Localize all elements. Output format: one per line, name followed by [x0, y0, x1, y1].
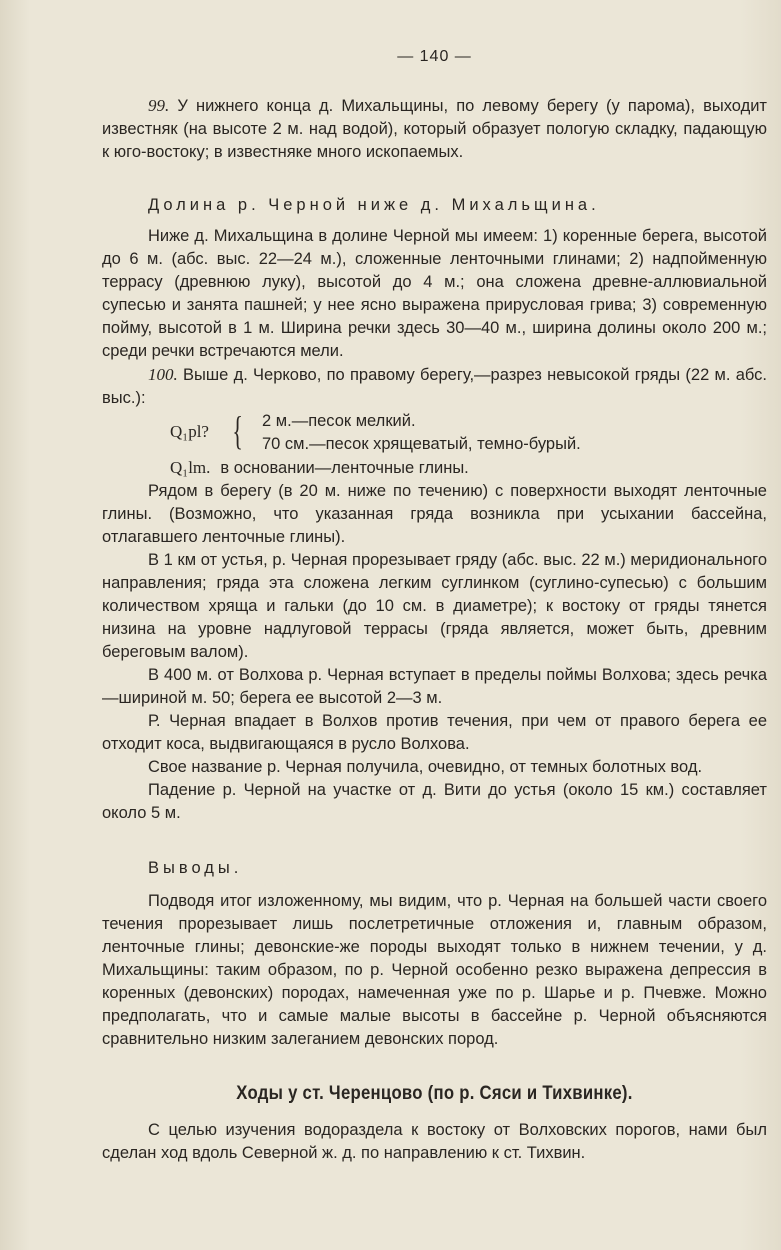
paragraph-100	[102, 363, 767, 410]
section-formula	[170, 410, 767, 456]
paragraph-number-99: 99.	[148, 96, 170, 115]
section-heading-routes: Ходы у ст. Черенцово (по р. Сяси и Тихвинке).	[236, 1083, 633, 1104]
valley-paragraph-2: Рядом в берегу (в 20 м. ниже по течению) с поверхности выходят ленточные глины. (Возможно, что указанная гряда возникла при усыхании бассейна, отлагавшего ленточные глины).	[102, 482, 767, 546]
valley-paragraph-3: В 1 км от устья, р. Черная прорезывает гряду (абс. выс. 22 м.) меридионального направления; гряда эта сложена легким суглинком (суглино-супесью) с большим количеством хряща и гальки (до 10 см. в диаметре); к востоку от гряды тянется низина на уровне надлуговой террасы (гряда является, может быть, древним береговым валом).	[102, 551, 767, 661]
routes-paragraph: С целью изучения водораздела к востоку от Волховских порогов, нами был сделан ход вдоль Северной ж. д. по направлению к ст. Тихвин.	[102, 1121, 767, 1162]
conclusions-paragraph: Подводя итог изложенному, мы видим, что р. Черная на большей части своего течения прорезывает лишь послетретичные отложения и, главным образом, ленточные глины; девонские-же породы выходят только в нижнем течении, у д. Михальщины: таким образом, по р. Черной особенно резко выражена депрессия в коренных (девонских) породах, намеченная уже по р. Шарье и р. Пчевже. Можно предполагать, что и самые малые высоты в бассейне р. Черной объясняются сравнительно низким залеганием девонских пород.	[102, 892, 767, 1048]
valley-paragraph-6: Свое название р. Черная получила, очевидно, от темных болотных вод.	[148, 758, 703, 776]
section-heading-valley: Долина р. Черной ниже д. Михальщина.	[148, 196, 600, 214]
page-number: — 140 —	[397, 48, 472, 65]
paragraph-99-text: У нижнего конца д. Михальщины, по левому берегу (у парома), выходит известняк (на высоте 2 м. над водой), который образует пологую складку, падающую к юго-востоку; в известняке много ископаемых.	[102, 97, 767, 161]
paragraph-100-text: Выше д. Черково, по правому берегу,—разрез невысокой гряды (22 м. абс. выс.):	[102, 366, 767, 407]
stratum-row-q1lm	[170, 456, 767, 480]
stratum-label-q1lm: Q₁lm.	[170, 458, 211, 477]
stratum-line-1: 2 м.—песок мелкий.	[262, 412, 416, 430]
stratum-label-q1pl: Q₁pl?	[170, 422, 209, 441]
paragraph-99	[102, 94, 767, 164]
valley-paragraph-1: Ниже д. Михальщина в долине Черной мы имеем: 1) коренные берега, высотой до 6 м. (абс. выс. 22—24 м.), сложенные ленточными глинами; 2) надпойменную террасу (древнюю луку), высотой до 4 м.; она сложена древне-аллювиальной супесью и занята пашней; у нее ясно выражена прирусловая грива; 3) современную пойму, высотой в 1 м. Ширина речки здесь 30—40 м., ширина долины около 200 м.; среди речки встречаются мели.	[102, 227, 767, 360]
valley-paragraph-5: Р. Черная впадает в Волхов против течения, при чем от правого берега ее отходит коса, выдвигающаяся в русло Волхова.	[102, 712, 767, 753]
stratum-line-3: в основании—ленточные глины.	[220, 459, 469, 477]
stratum-line-2: 70 см.—песок хрящеватый, темно-бурый.	[262, 435, 581, 453]
section-heading-conclusions: Выводы.	[148, 859, 243, 877]
curly-brace: {	[232, 408, 243, 453]
paragraph-number-100: 100.	[148, 365, 178, 384]
valley-paragraph-4: В 400 м. от Волхова р. Черная вступает в пределы поймы Волхова; здесь речка—шириной м. 50; берега ее высотой 2—3 м.	[102, 666, 767, 707]
valley-paragraph-7: Падение р. Черной на участке от д. Вити до устья (около 15 км.) составляет около 5 м.	[102, 781, 767, 822]
